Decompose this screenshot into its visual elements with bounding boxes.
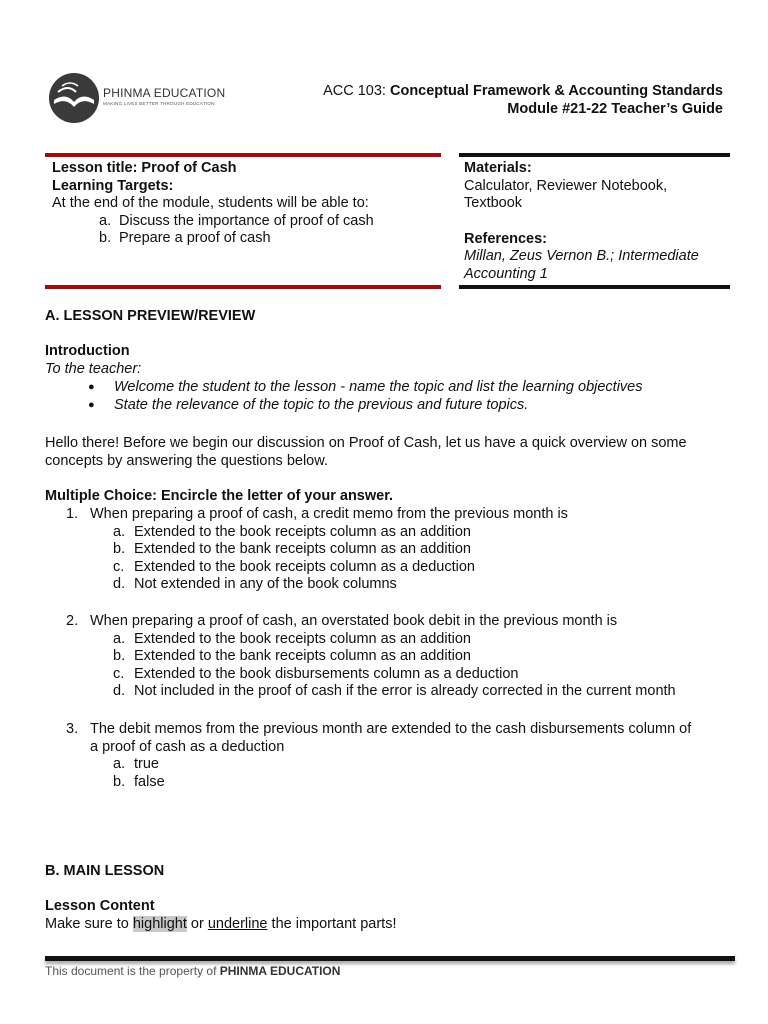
section-a-heading: A. LESSON PREVIEW/REVIEW [45,308,256,324]
question-text: When preparing a proof of cash, an overstated book debit in the previous month is [90,613,618,629]
highlight-word: highlight [132,916,187,932]
answer-option[interactable]: b. Extended to the bank receipts column as an addition [113,648,471,665]
materials-info [464,160,730,284]
lesson-title: Lesson title: Proof of Cash [52,160,237,176]
references-label: References: [464,230,548,247]
section-b-heading: B. MAIN LESSON [45,863,165,879]
bullet-icon: ● [88,381,95,393]
materials-line: Calculator, Reviewer Notebook, [464,177,668,194]
answer-option[interactable]: b. Extended to the bank receipts column as an addition [113,541,471,558]
module-title: Module #21-22 Teacher’s Guide [507,101,723,117]
list-item: b. Prepare a proof of cash [99,230,271,247]
materials-box-top-rule [459,153,730,157]
phinma-logo [48,70,228,126]
question-number: 1. [66,506,79,522]
lesson-box-top-rule [45,153,441,157]
teacher-bullets [88,379,642,414]
course-code: ACC 103: [323,83,386,99]
course-title: Conceptual Framework & Accounting Standards [389,83,723,99]
lesson-info [52,160,440,248]
list-item: ● State the relevance of the topic to the previous and future topics. [88,396,529,413]
hello-paragraph: Hello there! Before we begin our discussion on Proof of Cash, let us have a quick overview on some concepts by answering the questions below. [45,435,687,469]
logo-tagline: MAKING LIVES BETTER THROUGH EDUCATION [103,101,215,106]
question-1 [66,506,726,594]
question-3 [66,721,726,791]
question-text-continued: a proof of cash as a deduction [90,738,285,755]
multiple-choice-label: Multiple Choice: Encircle the letter of your answer. [45,488,394,504]
logo-emblem-icon [48,70,100,126]
reference-line: Accounting 1 [464,265,548,282]
answer-option[interactable]: d. Not extended in any of the book columns [113,576,397,593]
introduction-label: Introduction [45,343,130,359]
answer-option[interactable]: a. Extended to the book receipts column as an addition [113,523,471,540]
answer-option[interactable]: b. false [113,773,165,790]
answer-option[interactable]: c. Extended to the book receipts column as a deduction [113,558,475,575]
logo-brand-text: PHINMA EDUCATION [103,86,226,100]
question-text: When preparing a proof of cash, a credit memo from the previous month is [90,506,568,522]
answer-option[interactable]: c. Extended to the book disbursements column as a deduction [113,665,519,682]
learning-targets-label: Learning Targets: [52,177,174,194]
footer-owner: PHINMA EDUCATION [219,964,341,978]
answer-option[interactable]: a. Extended to the book receipts column as an addition [113,630,471,647]
answer-option[interactable]: d. Not included in the proof of cash if the error is already corrected in the current month [113,683,676,700]
footer-text: This document is the property of PHINMA EDUCATION [45,964,341,978]
question-number: 2. [66,613,79,629]
answer-option[interactable]: a. true [113,756,159,773]
list-item: ● Welcome the student to the lesson - name the topic and list the learning objectives [88,379,643,395]
learning-targets-list [52,213,440,248]
question-2 [66,613,726,701]
materials-line: Textbook [464,195,523,212]
lesson-box-bottom-rule [45,285,441,289]
materials-label: Materials: [464,160,532,176]
underline-word: underline [207,916,268,932]
lesson-content-label: Lesson Content [45,898,155,914]
reference-line: Millan, Zeus Vernon B.; Intermediate [464,248,699,265]
learning-targets-intro: At the end of the module, students will be able to: [52,195,369,212]
course-line [323,82,723,100]
to-teacher-label: To the teacher: [45,361,142,377]
question-text: The debit memos from the previous month are extended to the cash disbursements column of [90,721,692,737]
materials-box-bottom-rule [459,285,730,289]
highlight-instruction: Make sure to highlight or underline the important parts! [45,916,397,932]
question-number: 3. [66,721,79,737]
bullet-icon: ● [88,398,95,411]
course-header [323,82,723,118]
list-item: a. Discuss the importance of proof of cash [99,212,374,229]
footer-rule [45,956,735,961]
